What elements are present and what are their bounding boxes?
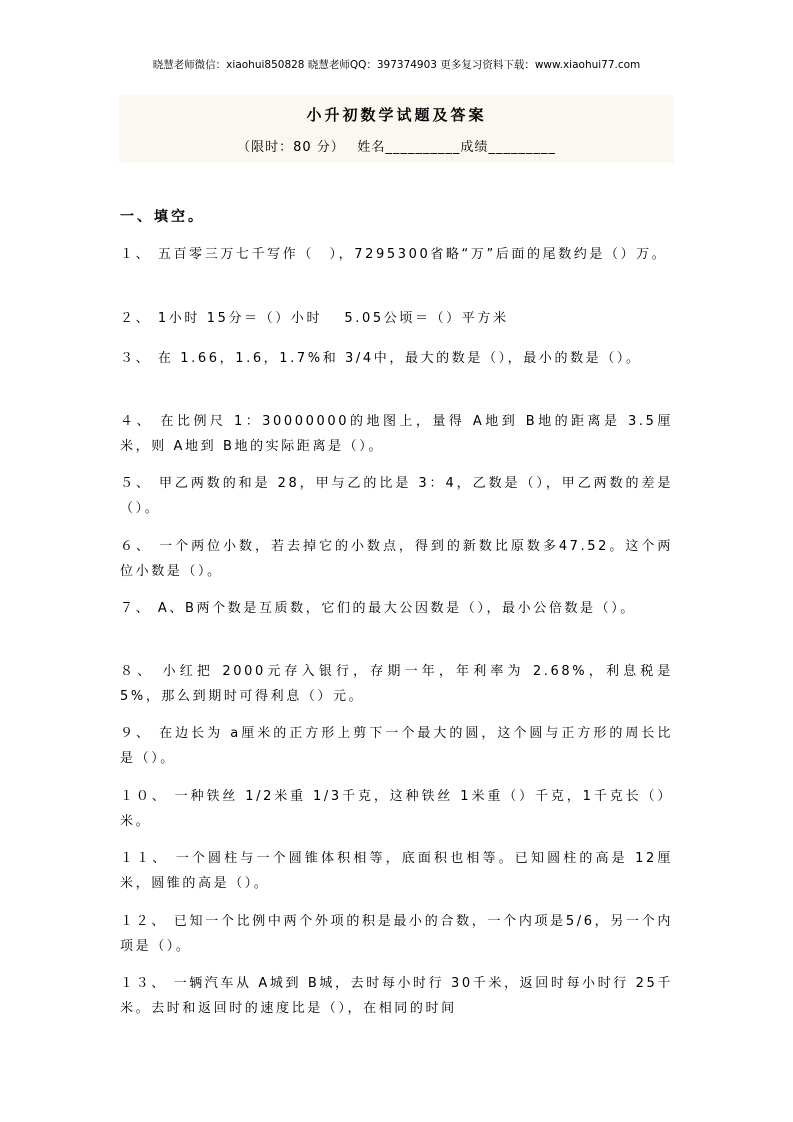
question-item: １、 五百零三万七千写作（ ），7295300省略“万”后面的尾数约是（）万。 (120, 247, 668, 262)
question-item: ７、 A、B两个数是互质数，它们的最大公因数是（），最小公倍数是（）。 (120, 601, 636, 616)
question-item: ９、 在边长为 a厘米的正方形上剪下一个最大的圆，这个圆与正方形的周长比是（）。 (120, 726, 673, 766)
section-heading: 一、填空。 (120, 209, 205, 225)
question-item: １０、 一种铁丝 1/2米重 1/3千克，这种铁丝 1米重（）千克，1千克长（）米。 (120, 789, 673, 829)
question-item: １３、 一辆汽车从 A城到 B城，去时每小时行 30千米，返回时每小时行 25千米。去时和返回时的速度比是（），在相同的时间 (120, 976, 673, 1016)
question-item: １２、 已知一个比例中两个外项的积是最小的合数，一个内项是5/6，另一个内项是（）。 (120, 914, 673, 954)
question-item: １１、 一个圆柱与一个圆锥体积相等，底面积也相等。已知圆柱的高是 12厘米，圆锥的高是（）。 (120, 851, 673, 891)
header-contact-note: 晓慧老师微信：xiaohui850828 晓慧老师QQ：397374903 更多复习资料下载：www.xiaohui77.com (152, 59, 641, 71)
question-item: ３、 在 1.66，1.6，1.7%和 3/4中，最大的数是（），最小的数是（）。 (120, 351, 642, 366)
question-item: ４、 在比例尺 1：30000000的地图上，量得 A地到 B地的距离是 3.5厘米，则 A地到 B地的实际距离是（）。 (120, 414, 673, 454)
question-item: ８、 小红把 2000元存入银行，存期一年，年利率为 2.68%，利息税是 5%，那么到期时可得利息（）元。 (120, 664, 673, 704)
question-item: ２、 1小时 15分＝（）小时 5.05公顷＝（）平方米 (120, 311, 509, 326)
page-title: 小升初数学试题及答案 (306, 106, 487, 124)
exam-info-line: （限时：80 分） 姓名__________成绩_________ (237, 140, 556, 155)
question-item: ６、 一个两位小数，若去掉它的小数点，得到的新数比原数多47.52。这个两位小数是（）。 (120, 539, 673, 579)
title-block (119, 95, 674, 163)
question-item: ５、 甲乙两数的和是 28，甲与乙的比是 3：4，乙数是（），甲乙两数的差是（）。 (120, 476, 673, 516)
